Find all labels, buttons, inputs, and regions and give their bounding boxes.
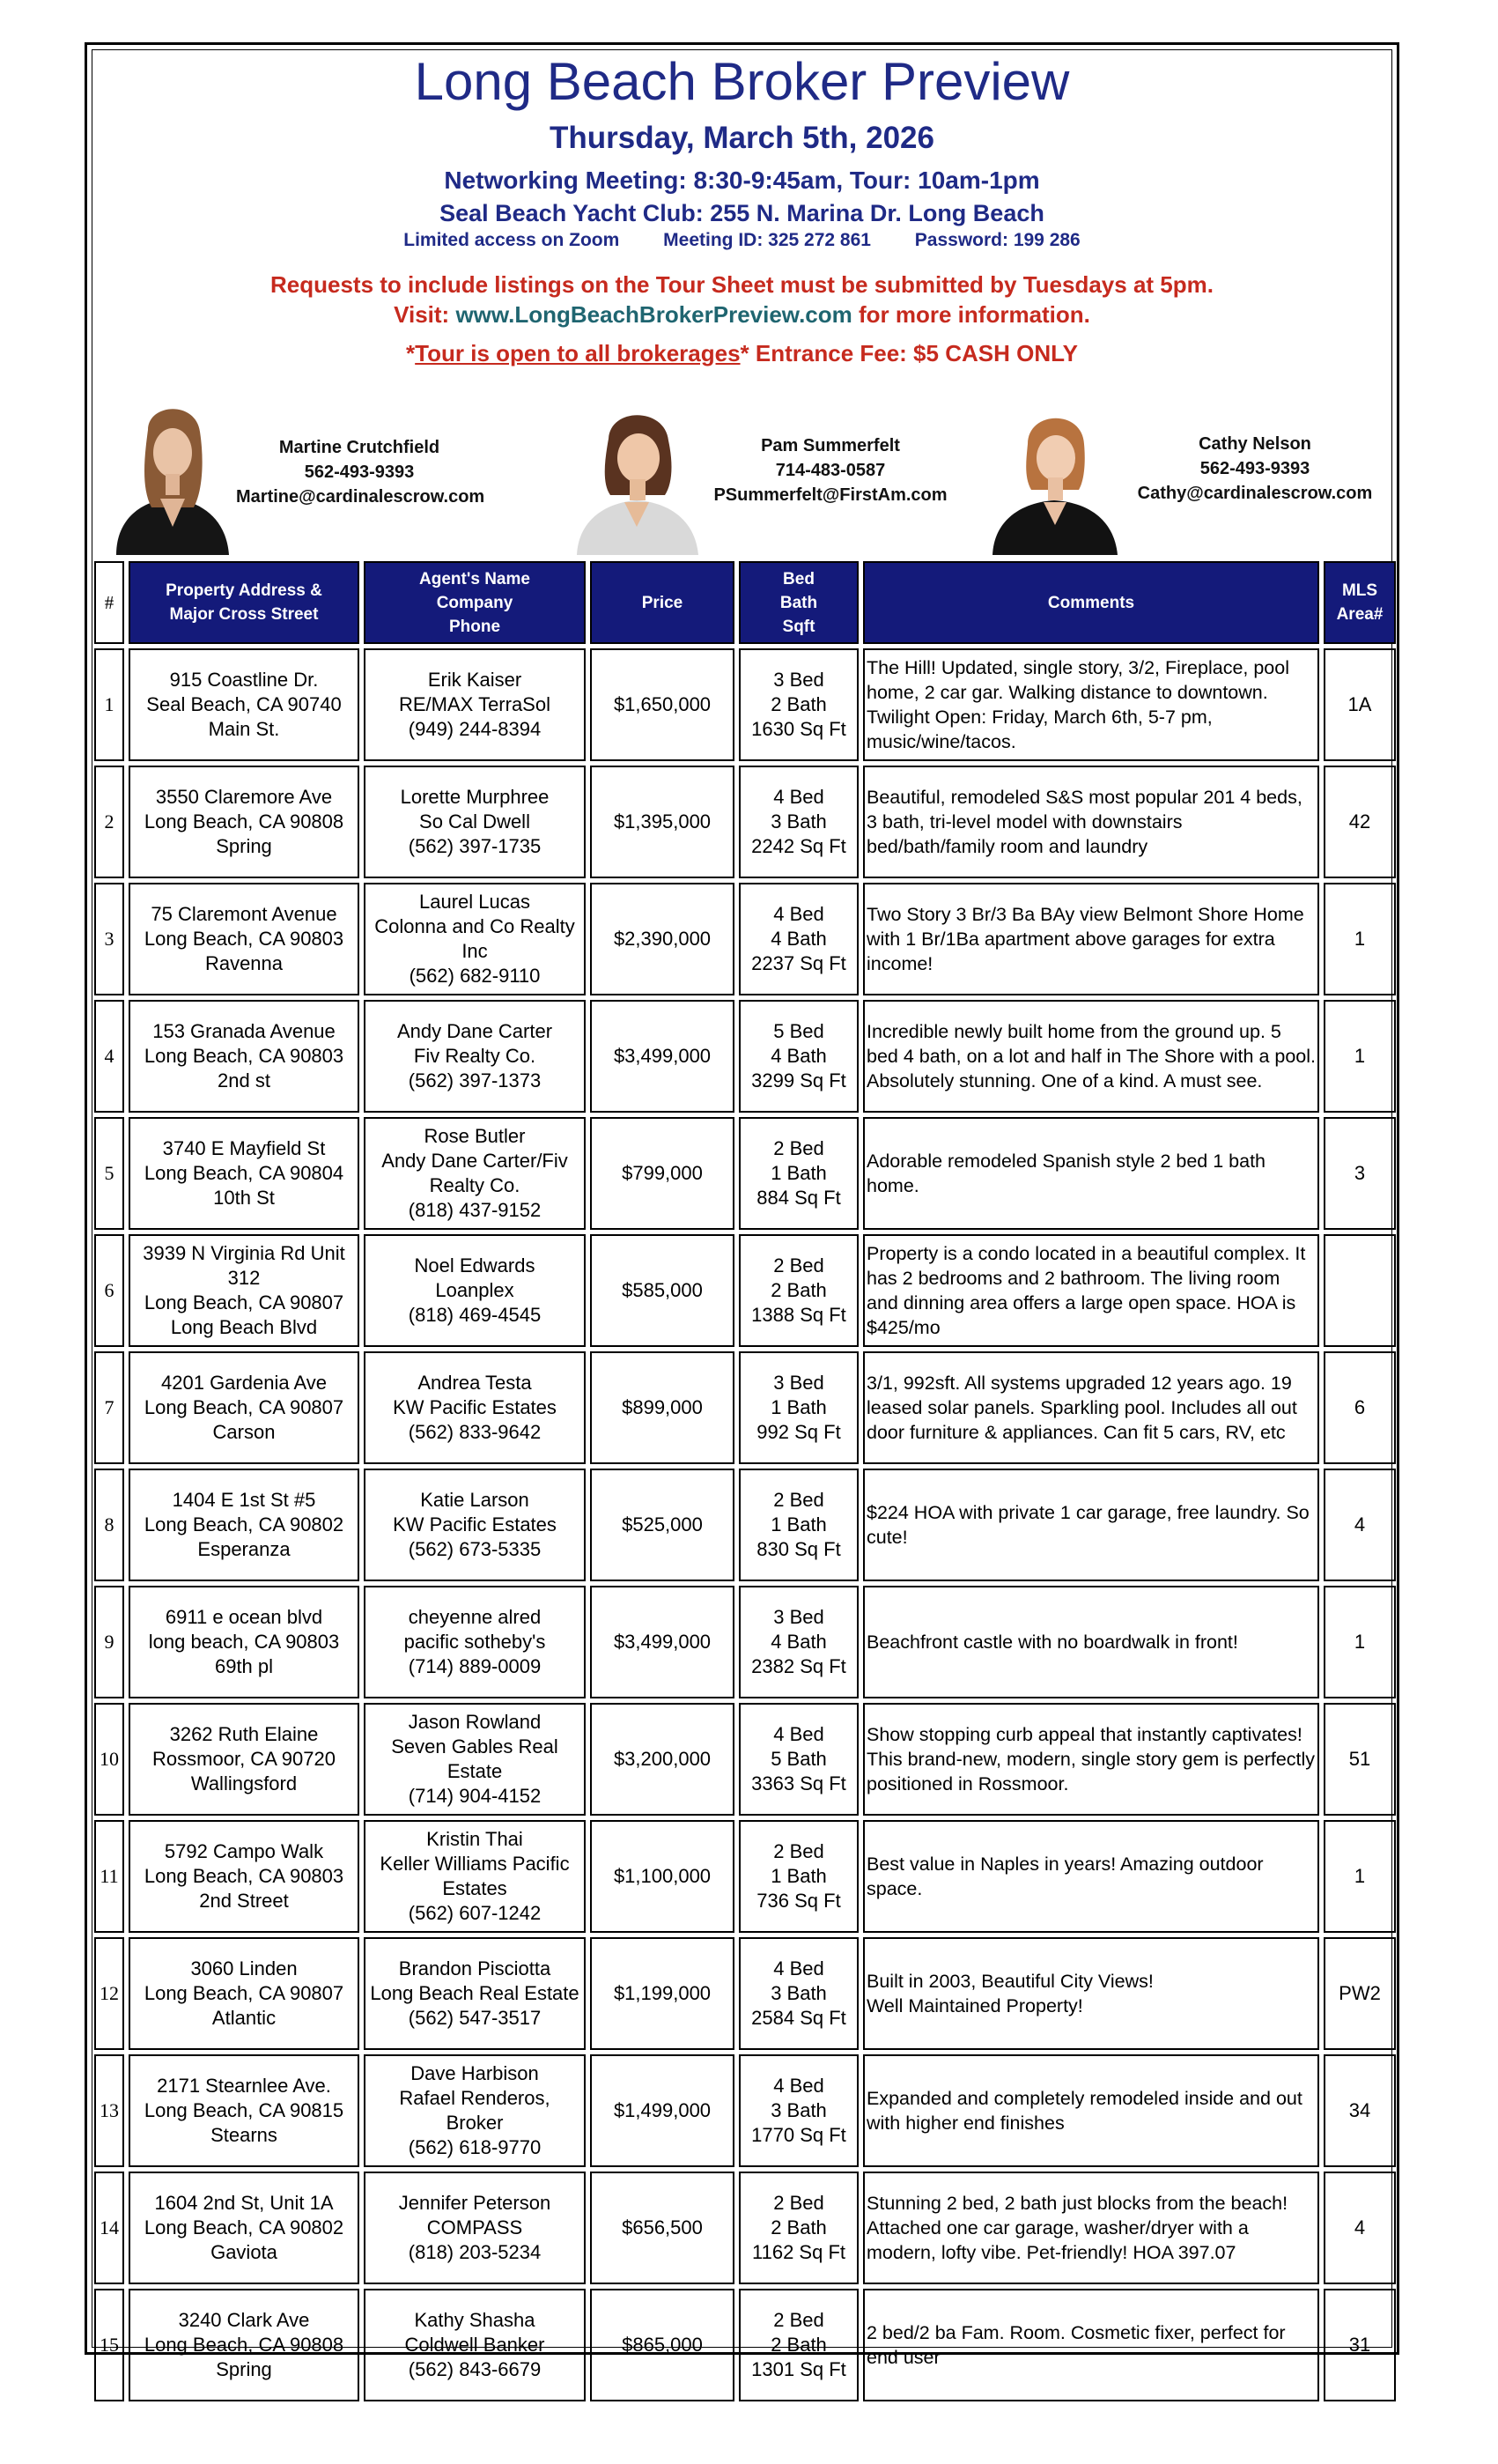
bed-bath-sqft-cell: 3 Bed 2 Bath 1630 Sq Ft [739,648,859,761]
price-cell: $865,000 [590,2289,734,2401]
row-number-cell: 8 [94,1469,124,1581]
row-number-cell: 10 [94,1703,124,1816]
price-cell: $1,199,000 [590,1937,734,2050]
tour-prefix: * [406,340,416,366]
col-header-number: # [94,561,124,644]
table-row [94,766,1396,878]
bed-bath-sqft-cell: 2 Bed 1 Bath 830 Sq Ft [739,1469,859,1581]
agent-info-cell: Rose Butler Andy Dane Carter/Fiv Realty Co. (818) 437-9152 [364,1117,586,1230]
row-number-cell: 7 [94,1351,124,1464]
price-cell: $799,000 [590,1117,734,1230]
property-address-cell: 75 Claremont Avenue Long Beach, CA 90803 Ravenna [129,883,359,995]
mls-area-cell: 1 [1324,1000,1396,1113]
agent-contact-martine [236,435,483,509]
bed-bath-sqft-cell: 3 Bed 4 Bath 2382 Sq Ft [739,1586,859,1698]
bed-bath-sqft-cell: 4 Bed 4 Bath 2237 Sq Ft [739,883,859,995]
row-number-cell: 3 [94,883,124,995]
price-cell: $525,000 [590,1469,734,1581]
table-row [94,2054,1396,2167]
table-header-row [94,561,1396,644]
tour-note [94,338,1390,368]
agent-info-cell: Dave Harbison Rafael Renderos, Broker (562) 618-9770 [364,2054,586,2167]
event-venue: Seal Beach Yacht Club: 255 N. Marina Dr. Long Beach [439,200,1044,226]
mls-area-cell: 4 [1324,1469,1396,1581]
event-date: Thursday, March 5th, 2026 [549,121,934,155]
mls-area-cell: PW2 [1324,1937,1396,2050]
agent-photo-cathy [984,400,1125,555]
agent-contact-pam [690,433,971,507]
property-address-cell: 3740 E Mayfield St Long Beach, CA 90804 10th St [129,1117,359,1230]
table-row [94,1820,1396,1933]
agent-info-cell: Andrea Testa KW Pacific Estates (562) 833-9642 [364,1351,586,1464]
row-number-cell: 4 [94,1000,124,1113]
table-row [94,883,1396,995]
table-row [94,648,1396,761]
property-address-cell: 1604 2nd St, Unit 1A Long Beach, CA 90802 Gaviota [129,2172,359,2284]
page-title: Long Beach Broker Preview [414,52,1070,111]
property-address-cell: 3550 Claremore Ave Long Beach, CA 90808 Spring [129,766,359,878]
col-header-address: Property Address & Major Cross Street [129,561,359,644]
mls-area-cell: 42 [1324,766,1396,878]
comments-cell: Beautiful, remodeled S&S most popular 201 4 beds, 3 bath, tri-level model with downstairs bed/bath/family room and laundry [863,766,1319,878]
zoom-meeting-id: Meeting ID: 325 272 861 [663,230,871,250]
price-cell: $899,000 [590,1351,734,1464]
price-cell: $656,500 [590,2172,734,2284]
col-header-agent: Agent's Name Company Phone [364,561,586,644]
price-cell: $3,499,000 [590,1000,734,1113]
row-number-cell: 13 [94,2054,124,2167]
agent-info-cell: Jason Rowland Seven Gables Real Estate (714) 904-4152 [364,1703,586,1816]
comments-cell: Adorable remodeled Spanish style 2 bed 1 bath home. [863,1117,1319,1230]
price-cell: $585,000 [590,1234,734,1347]
bed-bath-sqft-cell: 4 Bed 5 Bath 3363 Sq Ft [739,1703,859,1816]
agent-info-cell: Kristin Thai Keller Williams Pacific Estates (562) 607-1242 [364,1820,586,1933]
property-address-cell: 4201 Gardenia Ave Long Beach, CA 90807 Carson [129,1351,359,1464]
row-number-cell: 11 [94,1820,124,1933]
property-address-cell: 5792 Campo Walk Long Beach, CA 90803 2nd Street [129,1820,359,1933]
tour-suffix: * Entrance Fee: $5 CASH ONLY [740,340,1078,366]
comments-cell: Beachfront castle with no boardwalk in front! [863,1586,1319,1698]
comments-cell: 2 bed/2 ba Fam. Room. Cosmetic fixer, perfect for end user [863,2289,1319,2401]
bed-bath-sqft-cell: 2 Bed 1 Bath 884 Sq Ft [739,1117,859,1230]
bed-bath-sqft-cell: 4 Bed 3 Bath 1770 Sq Ft [739,2054,859,2167]
agent-name: Pam Summerfelt [761,436,900,455]
table-row [94,2172,1396,2284]
table-row [94,1117,1396,1230]
listings-body [94,648,1396,2401]
mls-area-cell: 6 [1324,1351,1396,1464]
col-header-price: Price [590,561,734,644]
row-number-cell: 14 [94,2172,124,2284]
table-row [94,1000,1396,1113]
comments-cell: Best value in Naples in years! Amazing outdoor space. [863,1820,1319,1933]
col-header-bed-bath-sqft: Bed Bath Sqft [739,561,859,644]
property-address-cell: 153 Granada Avenue Long Beach, CA 90803 2nd st [129,1000,359,1113]
agent-info-cell: Kathy Shasha Coldwell Banker (562) 843-6679 [364,2289,586,2401]
agent-info-cell: Brandon Pisciotta Long Beach Real Estate (562) 547-3517 [364,1937,586,2050]
row-number-cell: 9 [94,1586,124,1698]
agent-phone: 562-493-9393 [304,462,415,482]
property-address-cell: 1404 E 1st St #5 Long Beach, CA 90802 Esperanza [129,1469,359,1581]
comments-cell: Two Story 3 Br/3 Ba BAy view Belmont Shore Home with 1 Br/1Ba apartment above garages for extra income! [863,883,1319,995]
zoom-info [94,229,1390,252]
zoom-access: Limited access on Zoom [403,230,620,250]
comments-cell: Property is a condo located in a beautiful complex. It has 2 bedrooms and 2 bathroom. The living room and dinning area offers a large open space. HOA is $425/mo [863,1234,1319,1347]
agent-name: Cathy Nelson [1199,434,1311,454]
price-cell: $3,499,000 [590,1586,734,1698]
agent-info-cell: Lorette Murphree So Cal Dwell (562) 397-1735 [364,766,586,878]
zoom-password: Password: 199 286 [914,230,1081,250]
comments-cell: Show stopping curb appeal that instantly captivates! This brand-new, modern, single story gem is perfectly positioned in Rossmoor. [863,1703,1319,1816]
bed-bath-sqft-cell: 2 Bed 2 Bath 1388 Sq Ft [739,1234,859,1347]
bed-bath-sqft-cell: 5 Bed 4 Bath 3299 Sq Ft [739,1000,859,1113]
agent-phone: 714-483-0587 [775,461,886,480]
row-number-cell: 2 [94,766,124,878]
property-address-cell: 2171 Stearnlee Ave. Long Beach, CA 90815 Stearns [129,2054,359,2167]
agent-info-cell: Andy Dane Carter Fiv Realty Co. (562) 397-1373 [364,1000,586,1113]
row-number-cell: 6 [94,1234,124,1347]
col-header-mls-area: MLS Area# [1324,561,1396,644]
agent-name: Martine Crutchfield [278,438,440,457]
price-cell: $1,499,000 [590,2054,734,2167]
agent-contact-cathy [1118,432,1391,506]
table-row [94,2289,1396,2401]
comments-cell: Incredible newly built home from the ground up. 5 bed 4 bath, on a lot and half in The Shore with a pool. Absolutely stunning. One of a kind. A must see. [863,1000,1319,1113]
agent-photo-pam [566,403,707,555]
page-header [94,51,1390,368]
agent-email[interactable]: PSummerfelt@FirstAm.com [713,485,948,505]
mls-area-cell: 1A [1324,648,1396,761]
price-cell: $3,200,000 [590,1703,734,1816]
bed-bath-sqft-cell: 4 Bed 3 Bath 2584 Sq Ft [739,1937,859,2050]
table-row [94,1351,1396,1464]
comments-cell: Built in 2003, Beautiful City Views! Well Maintained Property! [863,1937,1319,2050]
visit-prefix: Visit: [394,301,450,328]
table-row [94,1586,1396,1698]
mls-area-cell: 1 [1324,1586,1396,1698]
property-address-cell: 915 Coastline Dr. Seal Beach, CA 90740 Main St. [129,648,359,761]
mls-area-cell: 1 [1324,883,1396,995]
mls-area-cell: 3 [1324,1117,1396,1230]
comments-cell: $224 HOA with private 1 car garage, free laundry. So cute! [863,1469,1319,1581]
table-row [94,1703,1396,1816]
request-note: Requests to include listings on the Tour Sheet must be submitted by Tuesdays at 5pm. [270,271,1214,298]
property-address-cell: 3939 N Virginia Rd Unit 312 Long Beach, CA 90807 Long Beach Blvd [129,1234,359,1347]
price-cell: $1,100,000 [590,1820,734,1933]
mls-area-cell: 51 [1324,1703,1396,1816]
price-cell: $2,390,000 [590,883,734,995]
row-number-cell: 1 [94,648,124,761]
mls-area-cell: 31 [1324,2289,1396,2401]
bed-bath-sqft-cell: 2 Bed 2 Bath 1162 Sq Ft [739,2172,859,2284]
mls-area-cell: 4 [1324,2172,1396,2284]
col-header-comments: Comments [863,561,1319,644]
row-number-cell: 5 [94,1117,124,1230]
agent-email[interactable]: Cathy@cardinalescrow.com [1137,484,1373,503]
bed-bath-sqft-cell: 3 Bed 1 Bath 992 Sq Ft [739,1351,859,1464]
property-address-cell: 3240 Clark Ave Long Beach, CA 90808 Spring [129,2289,359,2401]
agent-info-cell: Erik Kaiser RE/MAX TerraSol (949) 244-8394 [364,648,586,761]
agent-info-cell: Noel Edwards Loanplex (818) 469-4545 [364,1234,586,1347]
mls-area-cell: 1 [1324,1820,1396,1933]
bed-bath-sqft-cell: 2 Bed 2 Bath 1301 Sq Ft [739,2289,859,2401]
bed-bath-sqft-cell: 4 Bed 3 Bath 2242 Sq Ft [739,766,859,878]
price-cell: $1,650,000 [590,648,734,761]
listings-table [90,557,1400,2406]
row-number-cell: 15 [94,2289,124,2401]
comments-cell: The Hill! Updated, single story, 3/2, Fireplace, pool home, 2 car gar. Walking distance to downtown. Twilight Open: Friday, March 6th, 5-7 pm, music/wine/tacos. [863,648,1319,761]
agent-info-cell: Katie Larson KW Pacific Estates (562) 673-5335 [364,1469,586,1581]
agent-photo-martine [99,395,244,555]
website-link[interactable]: www.LongBeachBrokerPreview.com [455,301,852,328]
table-row [94,1234,1396,1347]
property-address-cell: 3262 Ruth Elaine Rossmoor, CA 90720 Wallingsford [129,1703,359,1816]
agent-phone: 562-493-9393 [1199,459,1310,478]
agent-info-cell: Jennifer Peterson COMPASS (818) 203-5234 [364,2172,586,2284]
event-schedule: Networking Meeting: 8:30-9:45am, Tour: 10am-1pm [444,166,1040,194]
property-address-cell: 6911 e ocean blvd long beach, CA 90803 69th pl [129,1586,359,1698]
agent-email[interactable]: Martine@cardinalescrow.com [236,487,485,507]
visit-suffix: for more information. [859,301,1090,328]
listings-table-wrap [90,557,1395,2406]
agent-info-cell: Laurel Lucas Colonna and Co Realty Inc (562) 682-9110 [364,883,586,995]
row-number-cell: 12 [94,1937,124,2050]
comments-cell: Stunning 2 bed, 2 bath just blocks from the beach! Attached one car garage, washer/dryer with a modern, lofty vibe. Pet-friendly! HOA 397.07 [863,2172,1319,2284]
tour-open-text: Tour is open to all brokerages [415,340,741,366]
agent-info-cell: cheyenne alred pacific sotheby's (714) 889-0009 [364,1586,586,1698]
bed-bath-sqft-cell: 2 Bed 1 Bath 736 Sq Ft [739,1820,859,1933]
price-cell: $1,395,000 [590,766,734,878]
comments-cell: 3/1, 992sft. All systems upgraded 12 years ago. 19 leased solar panels. Sparkling pool. Includes all out door furniture & appliances. Can fit 5 cars, RV, etc [863,1351,1319,1464]
mls-area-cell: 34 [1324,2054,1396,2167]
property-address-cell: 3060 Linden Long Beach, CA 90807 Atlantic [129,1937,359,2050]
visit-line [94,300,1390,329]
table-row [94,1937,1396,2050]
table-row [94,1469,1396,1581]
mls-area-cell [1324,1234,1396,1347]
comments-cell: Expanded and completely remodeled inside and out with higher end finishes [863,2054,1319,2167]
